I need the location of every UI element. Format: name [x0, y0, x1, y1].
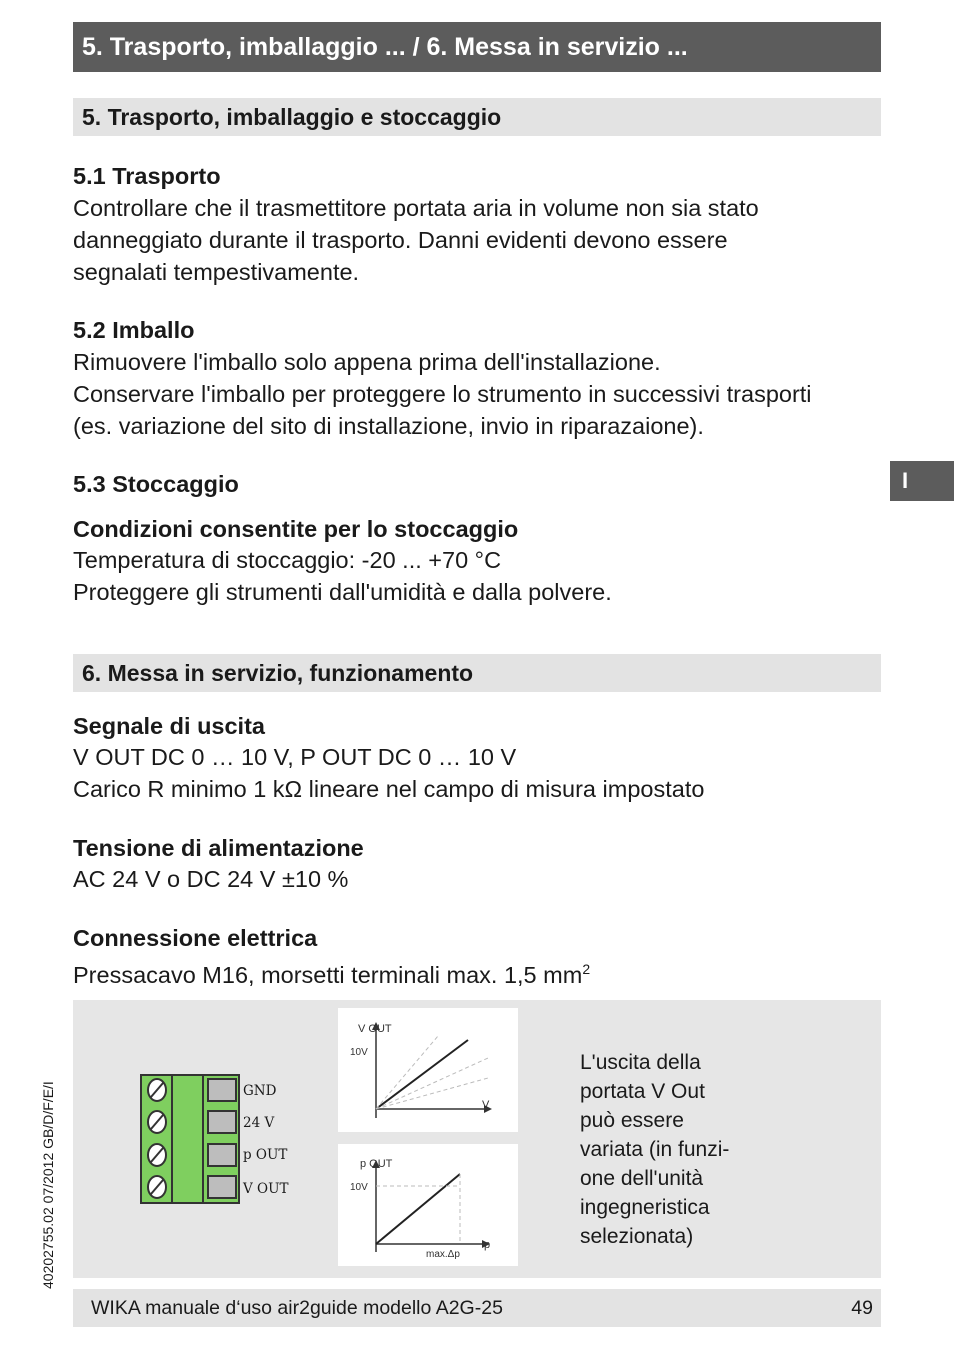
- output-line: [376, 1174, 460, 1244]
- connection-text: Pressacavo M16, morsetti terminali max. 1,5 mm: [73, 961, 583, 988]
- paragraph-line: Temperatura di stoccaggio: -20 ... +70 °C: [73, 547, 502, 573]
- output-line: [376, 1040, 468, 1109]
- paragraph-line: AC 24 V o DC 24 V ±10 %: [73, 866, 349, 892]
- paragraph-line: (es. variazione del sito di installazione, invio in riparazaione).: [73, 413, 704, 439]
- heading-output-signal: Segnale di uscita: [73, 713, 265, 739]
- caption-line: può essere: [580, 1109, 684, 1132]
- heading-supply-voltage: Tensione di alimentazione: [73, 835, 364, 861]
- footer-title: WIKA manuale d‘uso air2guide modello A2G-25: [91, 1297, 503, 1319]
- page-footer: [73, 1289, 881, 1327]
- section-6-title: 6. Messa in servizio, funzionamento: [73, 654, 881, 692]
- language-tab: I: [890, 461, 954, 501]
- y-axis-label: V OUT: [358, 1023, 392, 1035]
- superscript: 2: [582, 961, 591, 977]
- caption-line: one dell'unità: [580, 1167, 704, 1190]
- x-tick-label: max.Δp: [426, 1249, 460, 1260]
- paragraph-line: segnalati tempestivamente.: [73, 259, 360, 285]
- caption-line: portata V Out: [580, 1080, 705, 1103]
- figure-caption: [580, 1048, 780, 1251]
- terminal-label-p-out: p OUT: [243, 1147, 288, 1163]
- y-axis-label: p OUT: [360, 1158, 393, 1170]
- heading-5-1: 5.1 Trasporto: [73, 163, 221, 189]
- v-out-chart: [338, 1008, 518, 1132]
- y-tick-label: 10V: [350, 1182, 368, 1193]
- paragraph-line: Rimuovere l'imballo solo appena prima dell'installazione.: [73, 349, 661, 375]
- heading-5-3: 5.3 Stoccaggio: [73, 471, 239, 497]
- p-out-chart: [338, 1144, 518, 1266]
- caption-line: L'uscita della: [580, 1051, 701, 1074]
- paragraph-line: [73, 953, 590, 991]
- caption-line: ingegneristica: [580, 1196, 710, 1219]
- paragraph-line: Carico R minimo 1 kΩ lineare nel campo di misura impostato: [73, 776, 705, 802]
- variant-line: [376, 1078, 488, 1109]
- page-header: 5. Trasporto, imballaggio ... / 6. Messa in servizio ...: [73, 22, 881, 72]
- section-5-title: 5. Trasporto, imballaggio e stoccaggio: [73, 98, 881, 136]
- variant-line: [376, 1036, 438, 1109]
- y-tick-label: 10V: [350, 1047, 368, 1058]
- subheading-storage-conditions: Condizioni consentite per lo stoccaggio: [73, 516, 519, 542]
- caption-line: variata (in funzi-: [580, 1138, 730, 1161]
- heading-5-2: 5.2 Imballo: [73, 317, 195, 343]
- p-out-chart-svg: [338, 1144, 518, 1266]
- paragraph-line: danneggiato durante il trasporto. Danni evidenti devono essere: [73, 227, 728, 253]
- paragraph-line: Proteggere gli strumenti dall'umidità e dalla polvere.: [73, 579, 612, 605]
- caption-line: selezionata): [580, 1225, 694, 1248]
- v-out-chart-svg: [338, 1008, 518, 1132]
- terminal-label-gnd: GND: [243, 1083, 277, 1099]
- heading-electrical-connection: Connessione elettrica: [73, 925, 318, 951]
- paragraph-line: Controllare che il trasmettitore portata aria in volume non sia stato: [73, 195, 759, 221]
- paragraph-line: Conservare l'imballo per proteggere lo strumento in successivi trasporti: [73, 381, 812, 407]
- paragraph-line: V OUT DC 0 … 10 V, P OUT DC 0 … 10 V: [73, 744, 517, 770]
- page-number: 49: [851, 1297, 873, 1319]
- variant-line: [376, 1058, 488, 1109]
- x-axis-label: p: [484, 1239, 491, 1251]
- x-axis-label: V: [482, 1099, 490, 1111]
- terminal-label-24v: 24 V: [243, 1115, 275, 1131]
- document-id: 40202755.02 07/2012 GB/D/F/E/I: [40, 1081, 56, 1289]
- terminal-label-v-out: V OUT: [243, 1181, 289, 1197]
